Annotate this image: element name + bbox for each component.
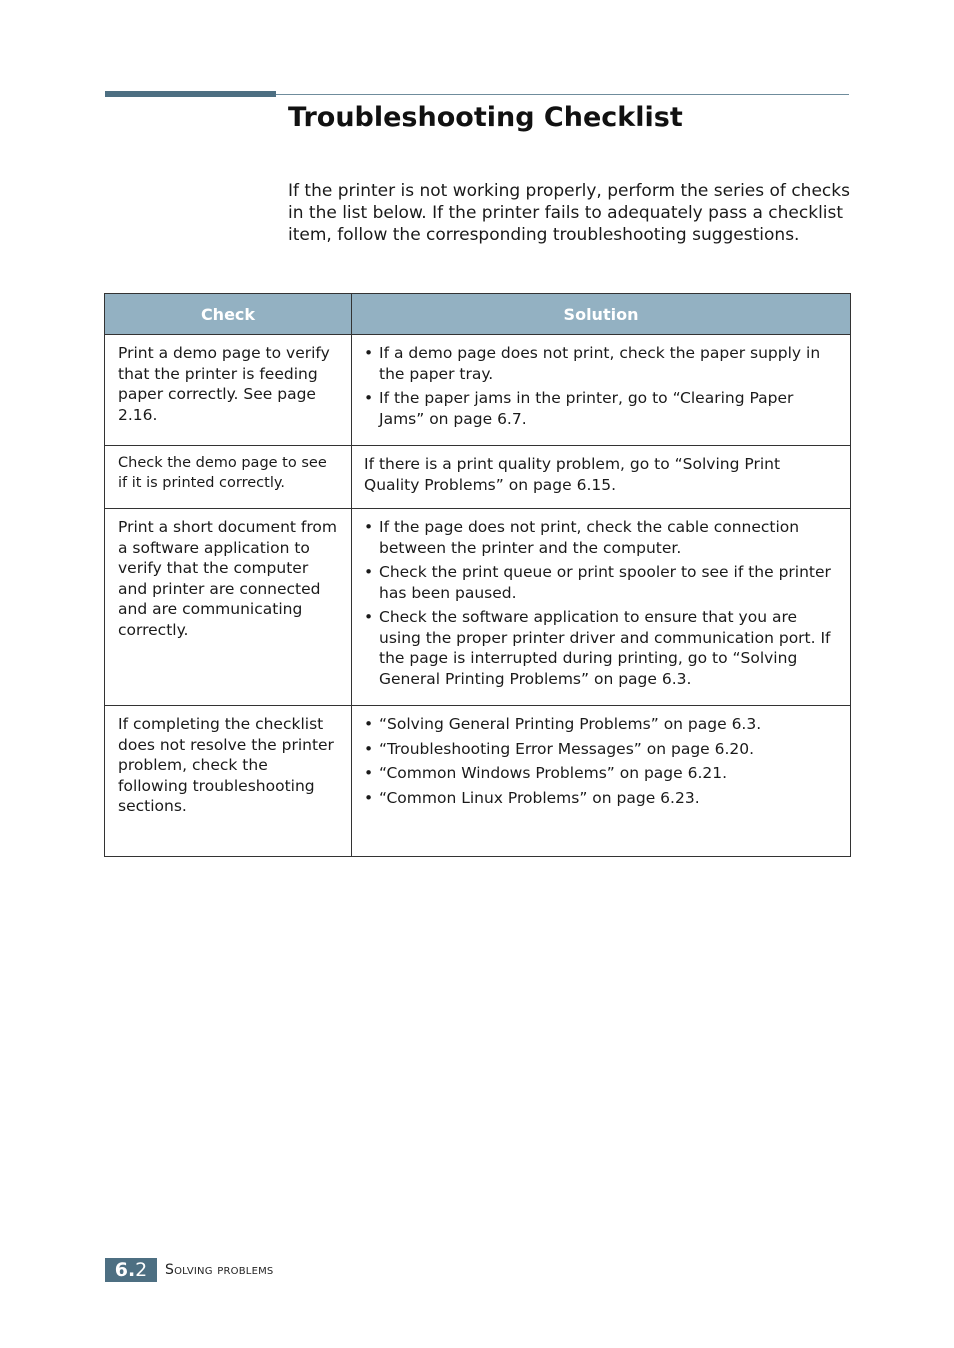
solution-list — [364, 714, 840, 808]
intro-paragraph: If the printer is not working properly, perform the series of checks in the list below. If the printer fails to adequately pass a checklist item, follow the corresponding troubleshooting suggestions. — [288, 181, 850, 245]
list-item — [364, 517, 840, 558]
list-item — [364, 714, 840, 735]
list-item-text: Check the software application to ensure that you are using the proper printer driver and communication port. If the page is interrupted during printing, go to “Solving General Printing Problems” on page 6.3. — [379, 608, 831, 688]
bullet-icon: • — [364, 608, 374, 626]
header-rule-thin — [276, 94, 849, 95]
bullet-icon: • — [364, 344, 374, 362]
bullet-icon: • — [364, 563, 374, 581]
bullet-icon: • — [364, 518, 374, 536]
list-item-text: If the paper jams in the printer, go to “Clearing Paper Jams” on page 6.7. — [379, 389, 794, 428]
list-item-text: If a demo page does not print, check the paper supply in the paper tray. — [379, 344, 821, 383]
column-header-check: Check — [105, 294, 352, 335]
list-item — [364, 562, 840, 603]
list-item — [364, 788, 840, 809]
list-item-text: “Common Linux Problems” on page 6.23. — [379, 788, 700, 807]
page-number: 2 — [135, 1259, 148, 1281]
page-number-badge — [105, 1258, 157, 1282]
list-item-text: “Common Windows Problems” on page 6.21. — [379, 764, 728, 782]
list-item-text: “Solving General Printing Problems” on page 6.3. — [379, 715, 762, 733]
bullet-icon: • — [364, 715, 374, 733]
bullet-icon: • — [364, 739, 374, 758]
table-row — [105, 446, 851, 509]
solution-cell — [352, 335, 851, 446]
chapter-number: 6. — [114, 1259, 136, 1281]
checklist-table — [104, 293, 851, 857]
list-item-text: “Troubleshooting Error Messages” on page 6.20. — [379, 739, 755, 758]
bullet-icon: • — [364, 389, 374, 407]
check-cell: Print a demo page to verify that the printer is feeding paper correctly. See page 2.16. — [105, 335, 352, 446]
bullet-icon: • — [364, 764, 374, 782]
list-item — [364, 388, 840, 429]
table-row — [105, 706, 851, 857]
list-item-text: Check the print queue or print spooler to see if the printer has been paused. — [379, 563, 831, 602]
solution-list — [364, 517, 840, 689]
list-item — [364, 607, 840, 689]
solution-list — [364, 343, 840, 429]
list-item — [364, 763, 840, 784]
check-cell: Print a short document from a software application to verify that the computer and printer are connected and are communicating correctly. — [105, 509, 352, 706]
bullet-icon: • — [364, 788, 374, 807]
check-cell: If completing the checklist does not resolve the printer problem, check the following troubleshooting sections. — [105, 706, 352, 857]
check-cell: Check the demo page to see if it is printed correctly. — [105, 446, 352, 509]
list-item-text: If the page does not print, check the cable connection between the printer and the computer. — [379, 518, 800, 557]
list-item — [364, 739, 840, 760]
table-row — [105, 509, 851, 706]
table-row — [105, 335, 851, 446]
page-footer — [105, 1258, 273, 1282]
page-title: Troubleshooting Checklist — [288, 102, 683, 133]
header-rule-thick — [105, 91, 276, 97]
section-name: Solving problems — [165, 1262, 274, 1278]
solution-cell: If there is a print quality problem, go to “Solving Print Quality Problems” on page 6.15. — [352, 446, 851, 509]
solution-cell — [352, 509, 851, 706]
solution-cell — [352, 706, 851, 857]
table-header-row — [105, 294, 851, 335]
list-item — [364, 343, 840, 384]
column-header-solution: Solution — [352, 294, 851, 335]
